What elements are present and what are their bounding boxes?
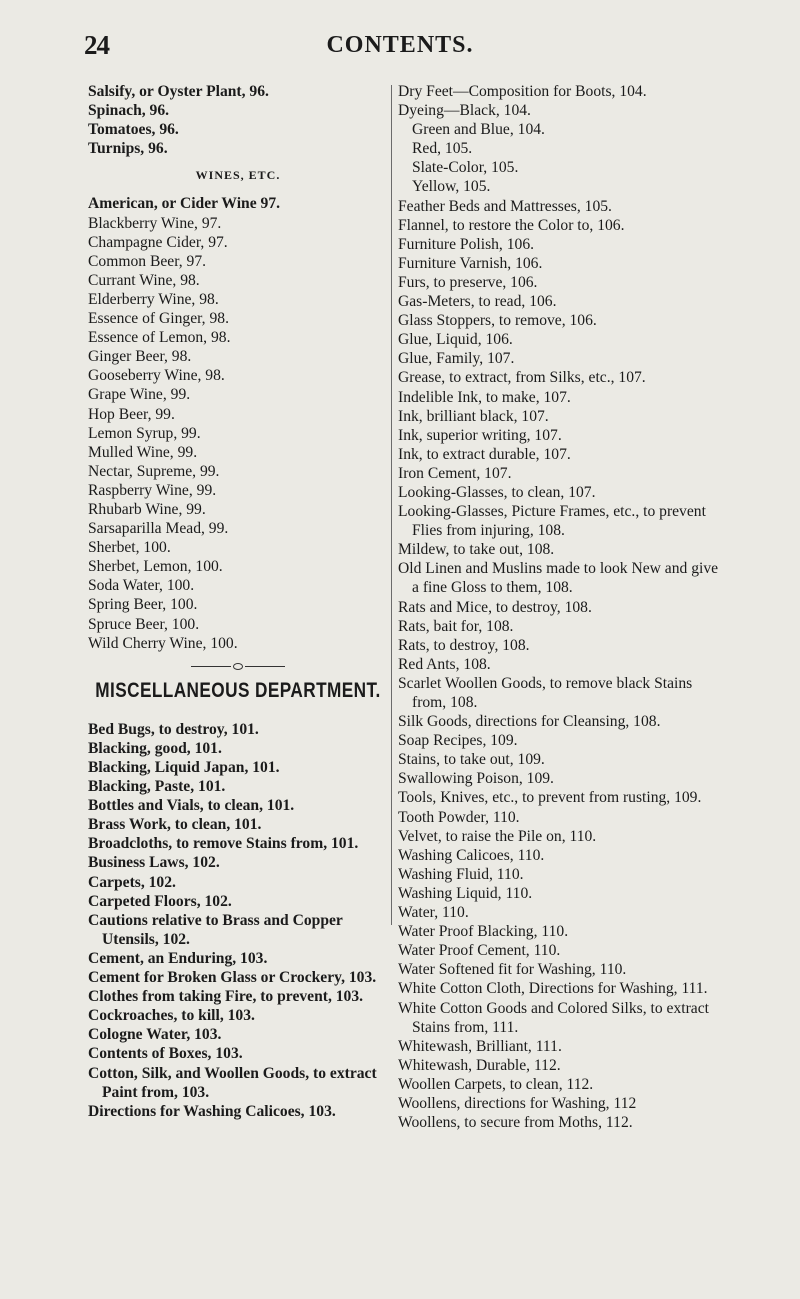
index-entry: Sarsaparilla Mead, 99. <box>88 520 229 538</box>
index-entry: Ink, superior writing, 107. <box>398 426 562 444</box>
index-entry: White Cotton Goods and Colored Silks, to extract Stains from, 111. <box>398 999 709 1036</box>
right-entries <box>398 82 720 1132</box>
index-entry: Cement for Broken Glass or Crockery, 103. <box>88 969 377 987</box>
index-entry: Currant Wine, 98. <box>88 271 200 289</box>
index-entry: Whitewash, Durable, 112. <box>398 1056 561 1074</box>
index-entry: Blacking, Liquid Japan, 101. <box>88 759 280 776</box>
index-entry: Cotton, Silk, and Woollen Goods, to extract Paint from, 103. <box>88 1064 377 1101</box>
index-entry: Sherbet, 100. <box>88 539 171 557</box>
index-entry: Turnips, 96. <box>88 140 168 158</box>
index-entry: Whitewash, Brilliant, 111. <box>398 1037 562 1055</box>
index-entry: Cologne Water, 103. <box>88 1026 222 1044</box>
index-entry: Rats and Mice, to destroy, 108. <box>398 598 592 616</box>
index-entry: Sherbet, Lemon, 100. <box>88 558 223 576</box>
right-column <box>398 82 720 1132</box>
index-entry: Essence of Ginger, 98. <box>88 310 229 328</box>
running-title: CONTENTS. <box>326 32 474 58</box>
index-entry: Furniture Varnish, 106. <box>398 254 543 272</box>
index-entry: Salsify, or Oyster Plant, 96. <box>88 83 269 100</box>
index-entry: Contents of Boxes, 103. <box>88 1045 243 1063</box>
left-column <box>88 82 388 1121</box>
index-entry: Grape Wine, 99. <box>88 386 191 404</box>
index-entry: Grease, to extract, from Silks, etc., 107. <box>398 369 646 387</box>
index-entry: Water Softened fit for Washing, 110. <box>398 961 627 979</box>
index-entry: Furs, to preserve, 106. <box>398 273 538 291</box>
index-entry: Woollen Carpets, to clean, 112. <box>398 1075 594 1093</box>
index-entry: Wild Cherry Wine, 100. <box>88 634 238 652</box>
index-entry: Cement, an Enduring, 103. <box>88 949 268 967</box>
index-entry: Silk Goods, directions for Cleansing, 108. <box>398 713 661 731</box>
index-entry: Clothes from taking Fire, to prevent, 103. <box>88 988 364 1006</box>
index-entry: Feather Beds and Mattresses, 105. <box>398 197 612 215</box>
index-entry: Mulled Wine, 99. <box>88 443 198 461</box>
index-entry: Scarlet Woollen Goods, to remove black Stains from, 108. <box>398 674 693 711</box>
index-entry: Essence of Lemon, 98. <box>88 329 231 347</box>
index-entry: Woollens, directions for Washing, 112 <box>398 1094 637 1112</box>
index-entry: Washing Calicoes, 110. <box>398 846 545 864</box>
wines-entries <box>88 194 388 652</box>
index-entry: Ink, to extract durable, 107. <box>398 445 571 463</box>
index-entry: Slate-Color, 105. <box>412 159 519 177</box>
index-entry: Tools, Knives, etc., to prevent from rusting, 109. <box>398 789 702 807</box>
index-entry: Tomatoes, 96. <box>88 121 179 139</box>
index-entry: Velvet, to raise the Pile on, 110. <box>398 827 597 845</box>
index-entry: Brass Work, to clean, 101. <box>88 816 262 834</box>
index-entry: Cautions relative to Brass and Copper Utensils, 102. <box>88 911 343 948</box>
index-entry: Blacking, good, 101. <box>88 739 222 757</box>
index-entry: Directions for Washing Calicoes, 103. <box>88 1102 336 1120</box>
index-entry: Blacking, Paste, 101. <box>88 778 226 796</box>
index-entry: Carpets, 102. <box>88 873 176 891</box>
index-entry: Rats, bait for, 108. <box>398 617 514 635</box>
index-entry: Stains, to take out, 109. <box>398 751 545 769</box>
index-entry: Dry Feet—Composition for Boots, 104. <box>398 83 647 100</box>
index-entry: Tooth Powder, 110. <box>398 808 520 826</box>
index-entry: Nectar, Supreme, 99. <box>88 462 220 480</box>
top-entries <box>88 82 388 158</box>
index-entry: Hop Beer, 99. <box>88 405 175 423</box>
index-entry: Glue, Family, 107. <box>398 350 515 368</box>
misc-heading: MISCELLANEOUS DEPARTMENT. <box>95 678 381 702</box>
index-entry: Ink, brilliant black, 107. <box>398 407 549 425</box>
index-entry: Cockroaches, to kill, 103. <box>88 1007 255 1025</box>
column-divider <box>391 85 392 925</box>
section-ornament <box>88 657 388 669</box>
index-entry: Raspberry Wine, 99. <box>88 481 217 499</box>
index-entry: Soap Recipes, 109. <box>398 732 518 750</box>
index-entry: Mildew, to take out, 108. <box>398 541 555 559</box>
index-entry: Champagne Cider, 97. <box>88 233 228 251</box>
index-entry: Indelible Ink, to make, 107. <box>398 388 571 406</box>
index-entry: Looking-Glasses, to clean, 107. <box>398 483 596 501</box>
index-entry: Iron Cement, 107. <box>398 464 512 482</box>
index-entry: Rats, to destroy, 108. <box>398 636 530 654</box>
index-entry: White Cotton Cloth, Directions for Washing, 111. <box>398 980 708 998</box>
index-entry: Green and Blue, 104. <box>412 121 545 139</box>
index-entry: Woollens, to secure from Moths, 112. <box>398 1114 633 1132</box>
index-entry: Bed Bugs, to destroy, 101. <box>88 720 259 738</box>
index-entry: Water, 110. <box>398 904 469 922</box>
index-entry: Business Laws, 102. <box>88 854 220 872</box>
index-entry: Spring Beer, 100. <box>88 596 198 614</box>
index-entry: Washing Fluid, 110. <box>398 865 524 883</box>
index-entry: Old Linen and Muslins made to look New and give a fine Gloss to them, 108. <box>398 560 719 597</box>
index-entry: Water Proof Blacking, 110. <box>398 923 569 941</box>
index-entry: Common Beer, 97. <box>88 252 207 270</box>
index-entry: Dyeing—Black, 104. <box>398 102 531 120</box>
index-entry: Furniture Polish, 106. <box>398 235 535 253</box>
index-entry: Flannel, to restore the Color to, 106. <box>398 216 625 234</box>
index-entry: American, or Cider Wine 97. <box>88 195 281 213</box>
index-entry: Looking-Glasses, Picture Frames, etc., to prevent Flies from injuring, 108. <box>398 503 706 540</box>
index-entry: Spinach, 96. <box>88 102 170 120</box>
page-number: 24 <box>84 30 109 60</box>
index-entry: Soda Water, 100. <box>88 577 195 595</box>
index-entry: Swallowing Poison, 109. <box>398 770 554 788</box>
index-entry: Gas-Meters, to read, 106. <box>398 293 557 311</box>
index-entry: Red, 105. <box>412 140 473 158</box>
misc-entries <box>88 720 388 1121</box>
index-entry: Water Proof Cement, 110. <box>398 942 561 960</box>
wines-heading: WINES, ETC. <box>195 168 281 183</box>
index-entry: Red Ants, 108. <box>398 655 491 673</box>
index-entry: Bottles and Vials, to clean, 101. <box>88 797 295 815</box>
index-entry: Ginger Beer, 98. <box>88 348 192 366</box>
index-entry: Yellow, 105. <box>412 178 491 196</box>
index-entry: Gooseberry Wine, 98. <box>88 367 225 385</box>
page-header <box>0 30 800 70</box>
index-entry: Elderberry Wine, 98. <box>88 290 219 308</box>
index-entry: Lemon Syrup, 99. <box>88 424 201 442</box>
index-entry: Blackberry Wine, 97. <box>88 214 222 232</box>
index-entry: Washing Liquid, 110. <box>398 884 533 902</box>
index-entry: Spruce Beer, 100. <box>88 615 200 633</box>
index-entry: Glass Stoppers, to remove, 106. <box>398 312 597 330</box>
index-entry: Glue, Liquid, 106. <box>398 331 513 349</box>
index-entry: Carpeted Floors, 102. <box>88 892 232 910</box>
index-entry: Broadcloths, to remove Stains from, 101. <box>88 835 359 853</box>
index-entry: Rhubarb Wine, 99. <box>88 500 206 518</box>
